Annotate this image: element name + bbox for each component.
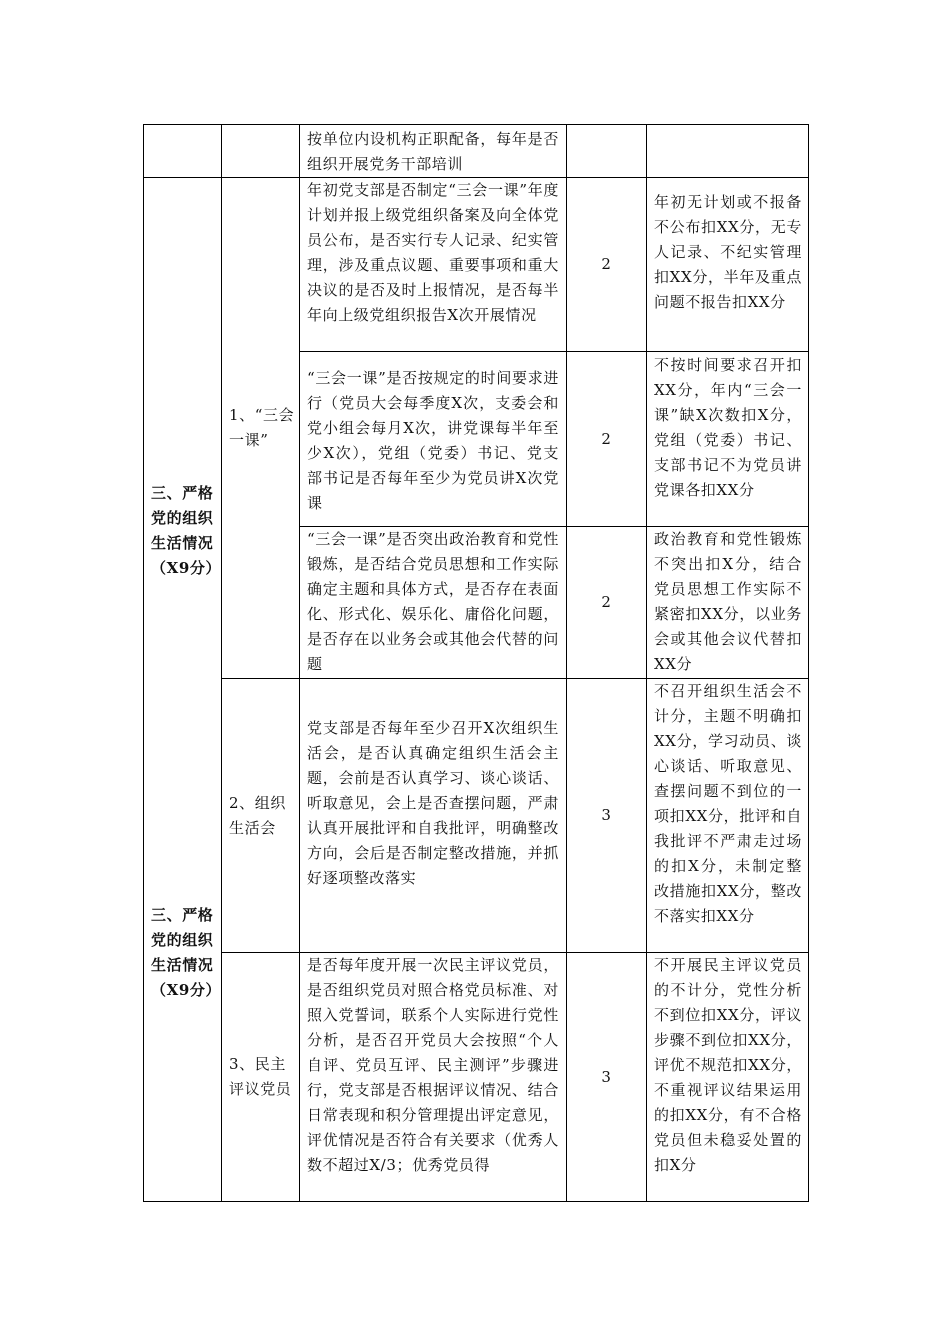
criteria-content: “三会一课”是否突出政治教育和党性锻炼，是否结合党员思想和工作实际确定主题和具体方式，是否存在表面化、形式化、娱乐化、庸俗化问题，是否存在以业务会或其他会代替的问题 (307, 530, 559, 673)
score-value (567, 178, 646, 351)
category-label-repeat: 三、严格党的组织生活情况（X9分） (151, 906, 222, 999)
item-label-text: 3、民主评议党员 (229, 1055, 292, 1098)
criteria-content: “三会一课”是否按规定的时间要求进行（党员大会每季度X次，支委会和党小组会每月X次，讲党课每半年至少X次），党组（党委）书记、党支部书记是否每年至少为党员讲X次党课 (307, 369, 559, 512)
score-text: 2 (601, 255, 612, 273)
deduction-rule: 政治教育和党性锻炼不突出扣X分，结合党员思想工作实际不紧密扣XX分，以业务会或其他会议代替扣XX分 (654, 530, 802, 673)
criteria-content: 是否每年度开展一次民主评议党员，是否组织党员对照合格党员标准、对照入党誓词，联系个人实际进行党性分析，是否召开党员大会按照“个人自评、党员互评、民主测评”步骤进行，党支部是否根据评议情况、结合日常表现和积分管理提出评定意见，评优情况是否符合有关要求（优秀人数不超过X/3；优秀党员得 (307, 956, 559, 1174)
deduction-rule: 不召开组织生活会不计分，主题不明确扣XX分，学习动员、谈心谈话、听取意见、查摆问题不到位的一项扣XX分，批评和自我批评不严肃走过场的扣X分，未制定整改措施扣XX分，整改不落实扣XX分 (654, 682, 802, 925)
table-right-border (808, 124, 809, 1202)
column-divider (646, 124, 647, 1202)
score-value (567, 679, 646, 952)
deduction-rule: 不按时间要求召开扣XX分，年内“三会一课”缺X次数扣X分，党组（党委）书记、支部书记不为党员讲党课各扣XX分 (654, 356, 802, 499)
item-label-org-life-meeting (229, 679, 295, 952)
deduction-rule: 年初无计划或不报备不公布扣XX分，无专人记录、不纪实管理扣XX分，半年及重点问题不报告扣XX分 (654, 193, 802, 311)
item-label-three-meetings (229, 178, 295, 678)
score-value (567, 352, 646, 526)
criteria-content: 党支部是否每年至少召开X次组织生活会，是否认真确定组织生活会主题，会前是否认真学习、谈心谈话、听取意见，会上是否查摆问题，严肃认真开展批评和自我批评，明确整改方向，会后是否制定整改措施，并抓好逐项整改落实 (307, 719, 559, 887)
criteria-content: 年初党支部是否制定“三会一课”年度计划并报上级党组织备案及向全体党员公布，是否实行专人记录、纪实管理，涉及重点议题、重要事项和重大决议的是否及时上报情况，是否每半年向上级党组织报告X次开展情况 (307, 181, 559, 324)
table-left-border (143, 124, 144, 1202)
item-label-text: 2、组织生活会 (229, 793, 286, 837)
item-label-democratic-review (229, 953, 295, 1201)
score-text: 2 (601, 593, 612, 611)
column-divider (299, 124, 300, 1202)
score-value (567, 953, 646, 1201)
column-divider (221, 124, 222, 1202)
row-divider (299, 351, 809, 352)
table-top-border (143, 124, 809, 125)
row0-content: 按单位内设机构正职配备，每年是否组织开展党务干部培训 (307, 130, 559, 173)
score-value (567, 527, 646, 678)
deduction-rule: 不开展民主评议党员的不计分，党性分析不到位扣XX分，评议步骤不到位扣XX分，评优不规范扣XX分，不重视评议结果运用的扣XX分，有不合格党员但未稳妥处置的扣X分 (654, 956, 802, 1174)
score-text: 2 (601, 429, 612, 448)
score-text: 3 (601, 1067, 612, 1086)
item-label-text: 1、“三会一课” (229, 406, 295, 449)
category-label: 三、严格党的组织生活情况（X9分） (151, 484, 222, 577)
score-text: 3 (601, 806, 612, 824)
table-bottom-border (143, 1201, 809, 1202)
